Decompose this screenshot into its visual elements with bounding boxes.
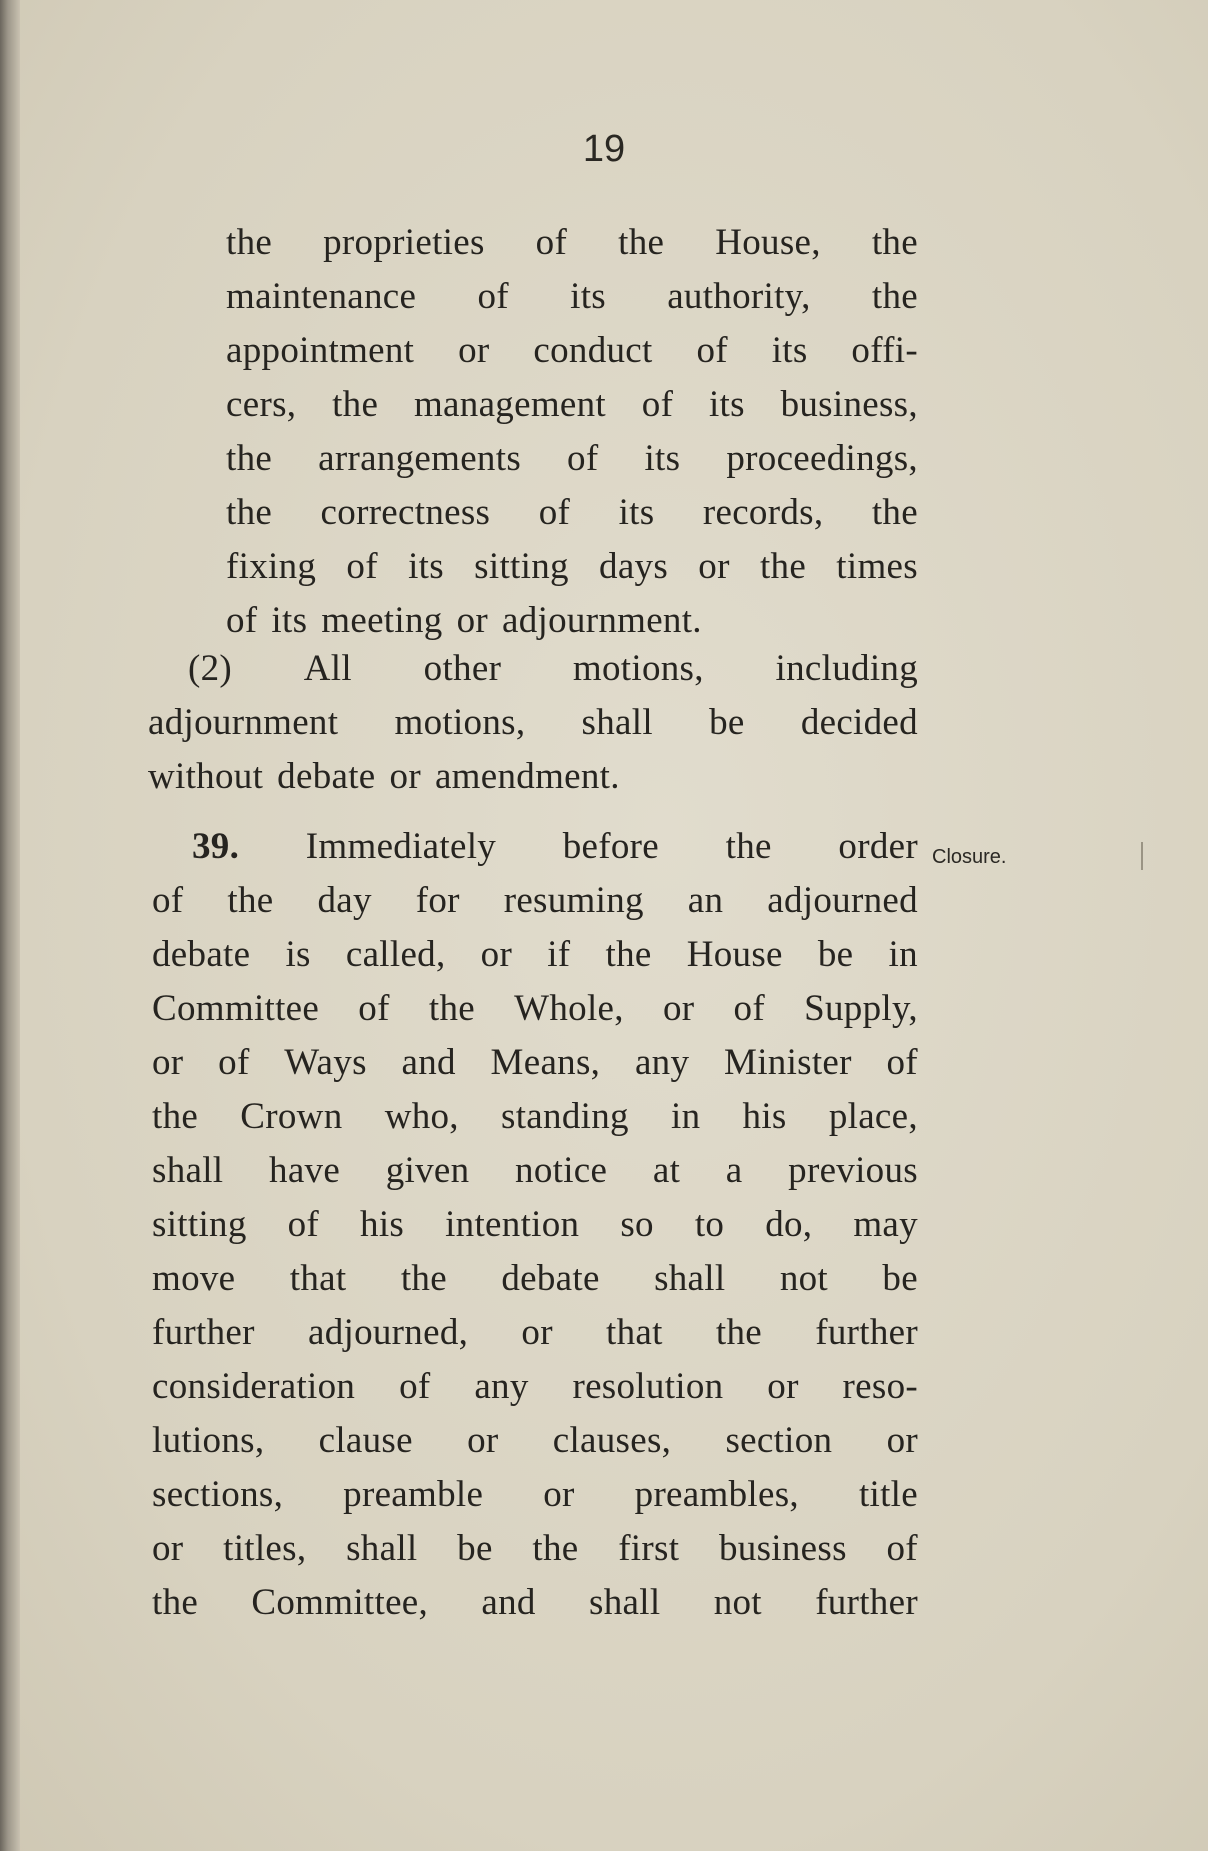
word: its	[271, 600, 308, 641]
word: the	[725, 826, 772, 867]
text-line	[152, 1422, 918, 1459]
word: Whole,	[514, 988, 624, 1029]
word: Supply,	[804, 988, 918, 1029]
word: or	[458, 330, 490, 371]
word: any	[474, 1366, 529, 1407]
word: to	[694, 1204, 725, 1245]
word: proprieties	[323, 222, 485, 263]
word: decided	[800, 702, 918, 743]
word: any	[634, 1042, 690, 1083]
word: titles,	[223, 1528, 307, 1569]
word: or	[521, 1312, 553, 1353]
text-line	[152, 1044, 918, 1081]
word: so	[620, 1204, 654, 1245]
word: called,	[345, 934, 446, 975]
word: or	[467, 1420, 499, 1461]
word: its	[708, 384, 745, 425]
word: records,	[702, 492, 824, 533]
word: and	[401, 1042, 456, 1083]
word: of	[567, 438, 599, 479]
word: conduct	[533, 330, 653, 371]
text-line	[152, 1530, 918, 1567]
text-line	[152, 1584, 918, 1621]
word: (2)	[188, 648, 233, 689]
text-line	[226, 278, 918, 315]
word: place,	[828, 1096, 918, 1137]
word: Committee,	[251, 1582, 429, 1623]
word: preamble	[343, 1474, 484, 1515]
text-line	[152, 990, 918, 1027]
word: or	[767, 1366, 799, 1407]
word: appointment	[226, 330, 415, 371]
word: sections,	[152, 1474, 284, 1515]
word: and	[481, 1582, 536, 1623]
word: be	[709, 702, 745, 743]
word: adjournment	[148, 702, 339, 743]
word: not	[779, 1258, 829, 1299]
word: do,	[765, 1204, 813, 1245]
word: business	[718, 1528, 847, 1569]
word: or	[886, 1420, 918, 1461]
text-line	[152, 936, 918, 973]
marginal-note: Closure.	[932, 846, 1007, 868]
text-line	[226, 548, 918, 585]
word: the	[759, 546, 807, 587]
word: shall	[581, 702, 653, 743]
text-line	[226, 440, 918, 477]
word: of	[218, 1042, 250, 1083]
word: or	[543, 1474, 575, 1515]
word: of	[641, 384, 674, 425]
word: be	[817, 934, 854, 975]
word: adjourned,	[307, 1312, 469, 1353]
text-line	[152, 882, 918, 919]
word: previous	[788, 1150, 918, 1191]
word: days	[599, 546, 669, 587]
word: who,	[384, 1096, 459, 1137]
word: the	[871, 492, 918, 533]
word: of	[358, 988, 390, 1029]
word: proceedings,	[726, 438, 918, 479]
word: shall	[346, 1528, 418, 1569]
word: of	[346, 546, 378, 587]
word: shall	[152, 1150, 224, 1191]
word: section	[725, 1420, 833, 1461]
text-line	[188, 650, 918, 687]
word: the	[605, 934, 652, 975]
word: standing	[501, 1096, 629, 1137]
word: or	[389, 756, 421, 797]
text-line	[148, 758, 918, 795]
word: of	[477, 276, 509, 317]
word: Means,	[490, 1042, 601, 1083]
word: arrangements	[318, 438, 522, 479]
word: the	[532, 1528, 579, 1569]
word: sitting	[152, 1204, 247, 1245]
word: or	[152, 1042, 184, 1083]
text-line	[226, 386, 918, 423]
text-line	[226, 332, 918, 369]
word: be	[457, 1528, 493, 1569]
word: without	[148, 756, 264, 797]
word: or	[698, 546, 730, 587]
word: clauses,	[552, 1420, 672, 1461]
word: of	[733, 988, 765, 1029]
word: the	[428, 988, 475, 1029]
word: of	[399, 1366, 431, 1407]
word: Ways	[284, 1042, 367, 1083]
word: maintenance	[226, 276, 417, 317]
word: debate	[501, 1258, 600, 1299]
word: House	[686, 934, 783, 975]
word: further	[815, 1312, 918, 1353]
text-line	[152, 1098, 918, 1135]
word: of	[152, 880, 184, 921]
word: or	[480, 934, 513, 975]
word: title	[858, 1474, 918, 1515]
word: cers,	[226, 384, 297, 425]
word: of	[696, 330, 728, 371]
word: authority,	[667, 276, 811, 317]
binding-gutter	[0, 0, 20, 1851]
word: the	[871, 276, 918, 317]
word: 39.	[192, 826, 240, 867]
word: Immediately	[305, 826, 497, 867]
word: its	[570, 276, 606, 317]
word: for	[415, 880, 460, 921]
word: offi-	[851, 330, 918, 371]
text-line	[152, 1152, 918, 1189]
word: that	[606, 1312, 663, 1353]
word: the	[152, 1582, 199, 1623]
word: preambles,	[634, 1474, 799, 1515]
word: may	[853, 1204, 918, 1245]
word: adjourned	[767, 880, 918, 921]
word: resolution	[572, 1366, 724, 1407]
word: Committee	[152, 988, 320, 1029]
word: first	[618, 1528, 680, 1569]
text-line	[192, 828, 918, 865]
word: the	[871, 222, 918, 263]
word: of	[226, 600, 258, 641]
word: the	[227, 880, 274, 921]
text-line	[152, 1260, 918, 1297]
word: lutions,	[152, 1420, 265, 1461]
word: sitting	[474, 546, 569, 587]
word: his	[742, 1096, 787, 1137]
word: its	[408, 546, 444, 587]
word: be	[882, 1258, 918, 1299]
word: All	[303, 648, 352, 689]
word: times	[836, 546, 918, 587]
word: management	[413, 384, 606, 425]
word: of	[287, 1204, 320, 1245]
word: if	[547, 934, 571, 975]
word: further	[152, 1312, 255, 1353]
word: correctness	[320, 492, 491, 533]
word: his	[360, 1204, 405, 1245]
word: its	[644, 438, 681, 479]
text-line	[152, 1476, 918, 1513]
word: in	[888, 934, 918, 975]
word: House,	[715, 222, 821, 263]
word: in	[670, 1096, 701, 1137]
text-line	[152, 1206, 918, 1243]
word: shall	[654, 1258, 726, 1299]
word: the	[152, 1096, 199, 1137]
word: consideration	[152, 1366, 356, 1407]
word: of	[538, 492, 571, 533]
word: of	[886, 1528, 918, 1569]
word: the	[226, 222, 273, 263]
word: that	[289, 1258, 347, 1299]
word: a	[725, 1150, 743, 1191]
word: move	[152, 1258, 236, 1299]
text-line	[148, 704, 918, 741]
word: day	[317, 880, 372, 921]
text-line	[152, 1368, 918, 1405]
word: the	[226, 492, 273, 533]
word: adjournment.	[502, 600, 702, 641]
word: at	[652, 1150, 681, 1191]
word: the	[715, 1312, 763, 1353]
text-line	[226, 494, 918, 531]
word: the	[226, 438, 273, 479]
word: the	[618, 222, 665, 263]
word: amendment.	[434, 756, 620, 797]
word: not	[713, 1582, 762, 1623]
word: have	[269, 1150, 341, 1191]
word: motions,	[394, 702, 526, 743]
word: or	[456, 600, 488, 641]
word: reso-	[842, 1366, 918, 1407]
page-number: 19	[582, 128, 626, 170]
word: including	[775, 648, 918, 689]
text-line	[152, 1314, 918, 1351]
word: of	[886, 1042, 918, 1083]
word: the	[332, 384, 379, 425]
word: of	[535, 222, 568, 263]
word: intention	[445, 1204, 580, 1245]
word: notice	[515, 1150, 608, 1191]
word: or	[152, 1528, 184, 1569]
word: or	[662, 988, 695, 1029]
word: Minister	[724, 1042, 852, 1083]
word: motions,	[572, 648, 704, 689]
word: order	[838, 826, 918, 867]
word: debate	[152, 934, 251, 975]
text-line	[226, 224, 918, 261]
word: given	[385, 1150, 470, 1191]
word: is	[285, 934, 311, 975]
word: an	[687, 880, 724, 921]
word: resuming	[503, 880, 644, 921]
margin-mark	[1141, 842, 1143, 870]
word: its	[618, 492, 655, 533]
word: the	[400, 1258, 447, 1299]
word: debate	[277, 756, 376, 797]
word: business,	[780, 384, 918, 425]
word: its	[771, 330, 808, 371]
word: before	[562, 826, 660, 867]
word: clause	[318, 1420, 413, 1461]
text-line	[226, 602, 918, 639]
word: fixing	[226, 546, 317, 587]
word: other	[423, 648, 502, 689]
word: meeting	[321, 600, 443, 641]
word: shall	[589, 1582, 661, 1623]
word: further	[815, 1582, 918, 1623]
word: Crown	[240, 1096, 343, 1137]
